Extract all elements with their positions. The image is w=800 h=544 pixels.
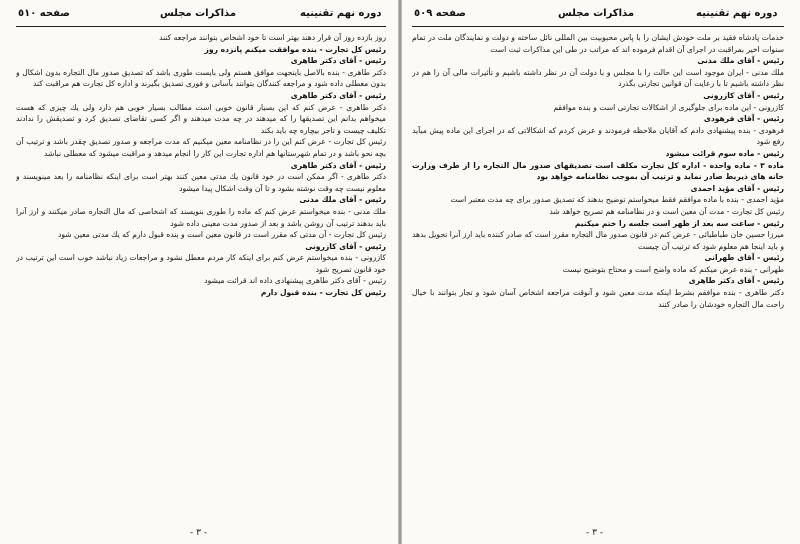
speaker-line: رئيس - آقاى دكتر طاهرى (290, 160, 386, 170)
paragraph: روز بازده روز آن قرار دهند بهتر است تا خود اشخاص بتوانند مراجعه کنند (159, 33, 386, 42)
speaker-line: رئيس - ساعت سه بعد از ظهر است جلسه را ختم ميكنيم (574, 218, 784, 228)
paragraph: دكتر طاهرى - عرض كنم كه اين بسيار قانون خوبى است مطالب بسيار خوبى هم دارد ولى يك چيزى كه هست ميخواهم بدانم اين تصديقها را كه ميدهند در چه مدت ميدهند و اگر كسى تقاضاى تصديق كرد و تصديقش را ندادند تكليف چيست و تاجر بيچاره چه بايد بكند (16, 102, 386, 135)
paragraph: رئيس كل تجارت - عرض كنم اين را در نظامنامه معين ميكنيم كه مدت مراجعه و صدور تصديق چقدر باشد و ترتيب آن بچه نحو باشد و در تمام شهرستانها هم اداره تجارت اين كار را انجام ميدهد و مراقبت ميشود كه معطلى نباشد (16, 137, 386, 158)
paragraph: دكتر طاهرى - بنده موافقم بشرط اينكه مدت معين شود و آنوقت مراجعه اشخاص آسان شود و تجار بتوانند با خيال راحت مال التجاره خودشان را صادر كنند (412, 288, 784, 309)
speaker-line: رئيس - آقاى ملك مدنى (697, 56, 784, 66)
paragraph: ملك مدنى - ايران موجود است اين حالت را با مجلس و با دولت آن در نظر داشته باشيم و تأثيرات مالى آن را هم در نظر داشته باشيم تا با رعايت آن قوانين تجارتى بگذرد (412, 67, 784, 89)
paragraph: مؤيد احمدى - بنده با ماده موافقم فقط ميخواستم توضيح بدهند كه تصديق صدور براى چه مدت معتبر است (450, 195, 784, 205)
left-folio: - ٣ - (190, 528, 208, 538)
speaker-line: رئيس - آقاى ملك مدنى (299, 195, 386, 205)
speaker-line: رئيس - آقاى مؤيد احمدى (690, 183, 784, 193)
paragraph: رئيس كل تجارت - آن مدتى كه مقرر است در قانون معين است و بنده قبول دارم كه يك مدتى معين شود (57, 230, 386, 240)
right-folio: - ٣ - (586, 528, 604, 538)
left-running-title: مذاكرات مجلس (160, 8, 237, 19)
speaker-line: رئيس - آقاى دكتر طاهرى (290, 56, 386, 66)
paragraph: كازرونى - اين ماده براى جلوگيرى از اشكالات تجارتى است و بنده موافقم (553, 102, 784, 112)
paragraph: ميرزا حسين خان طباطبائى - عرض كنم در قانون صدور مال التجاره مقرر است كه صادر كننده بايد ارز آنرا تحويل بدهد و بايد اينجا هم معلوم شود كه ترتيب آن چيست (412, 230, 784, 251)
right-page-body (412, 32, 784, 524)
speaker-line: رئيس - ماده سوم قرائت ميشود (665, 148, 784, 158)
speaker-line: رئيس - آقاى فرهودى (703, 114, 784, 124)
right-page-number: صفحه ٥٠٩ (414, 8, 466, 19)
right-running-title: مذاكرات مجلس (558, 8, 635, 19)
paragraph: رئيس كل تجارت - مدت آن معين است و در نظامنامه هم تصريح خواهد شد (549, 206, 784, 216)
speaker-line: رئيس - آقاى دكتر طاهرى (290, 90, 386, 100)
paragraph: ملك مدنى - بنده ميخواستم عرض كنم كه ماده را طورى بنويسند كه اشخاصى كه مال التجاره صادر ميكنند و ارز آنرا بايد بدهند ترتيب آن روشن باشد و بعد از صدور مدت معينى داده شود (16, 206, 386, 228)
paragraph: كازرونى - بنده ميخواستم عرض كنم براى اينكه كار مردم معطل نشود و مراجعات زياد نباشد خوب است اين ترتيب در خود قانون تصريح شود (16, 253, 386, 274)
left-header-rule (16, 26, 386, 27)
speaker-line: رئيس كل تجارت - بنده قبول دارم (260, 288, 386, 298)
right-session-label: دوره نهم تقنينيه (696, 8, 778, 19)
right-header-rule (412, 26, 784, 27)
left-page-number: صفحه ٥١٠ (18, 8, 70, 19)
paragraph: خدمات پادشاه فقيد بر ملت خودش ايشان را با پاس محبوبيت بين المللى نائل ساخته و دولت و نمايندگان ملت در تمام سنوات اخير بمراقبت در اجراى آن اقدام فرموده اند كه مراتب در طى اين مذاكرات ثبت است (412, 33, 784, 54)
right-page (400, 0, 800, 544)
speaker-line: رئيس - آقاى دكتر طاهرى (688, 276, 784, 286)
paragraph: فرهودى - بنده پيشنهادى دادم كه آقايان ملاحظه فرمودند و عرض كردم كه اشكالاتى كه در اجراى اين ماده پيش ميآيد رفع شود (412, 125, 784, 147)
article-heading: ماده ٣ - ماده واحده - اداره كل تجارت مكلف است تصديقهاى صدور مال التجاره را از طرف وزارت خانه هاى ذيربط صادر نمايد و ترتيب آن بموجب نظامنامه خواهد بود (412, 160, 784, 182)
left-page-body (16, 32, 386, 524)
paragraph: دكتر طاهرى - بنده بالاصل باينجهت موافق هستم ولى بايست طورى باشد كه تصديق صدور مال التجاره بدون اشكال و بدون معطلى داده شود و مراجعه كنندگان بتوانند بآسانى و فورى تصديق بگيرند و اداره كل تجارت هم مراقبت كند (16, 67, 386, 89)
left-session-label: دوره نهم تقنينيه (300, 8, 382, 19)
speaker-line: رئيس - آقاى كازرونى (703, 90, 784, 100)
speaker-line: رئيس - آقاى كازرونى (305, 241, 386, 251)
paragraph: دكتر طاهرى - اگر ممكن است در خود قانون يك مدتى معين كنند بهتر است براى اينكه نظامنامه را بعد مينويسند و معلوم نيست چه وقت نوشته بشود و تا آن وقت اشكال پيدا ميشود (16, 172, 386, 193)
paragraph: رئيس - آقاى دكتر طاهرى پيشنهادى داده اند قرائت ميشود (204, 276, 386, 286)
paragraph: طهرانى - بنده عرض ميكنم كه ماده واضح است و محتاج بتوضيح نيست (562, 264, 784, 274)
speaker-line: رئيس - آقاى طهرانى (704, 253, 784, 263)
speaker-line: رئيس كل تجارت - بنده موافقت ميكنم پانزده روز (204, 44, 386, 54)
